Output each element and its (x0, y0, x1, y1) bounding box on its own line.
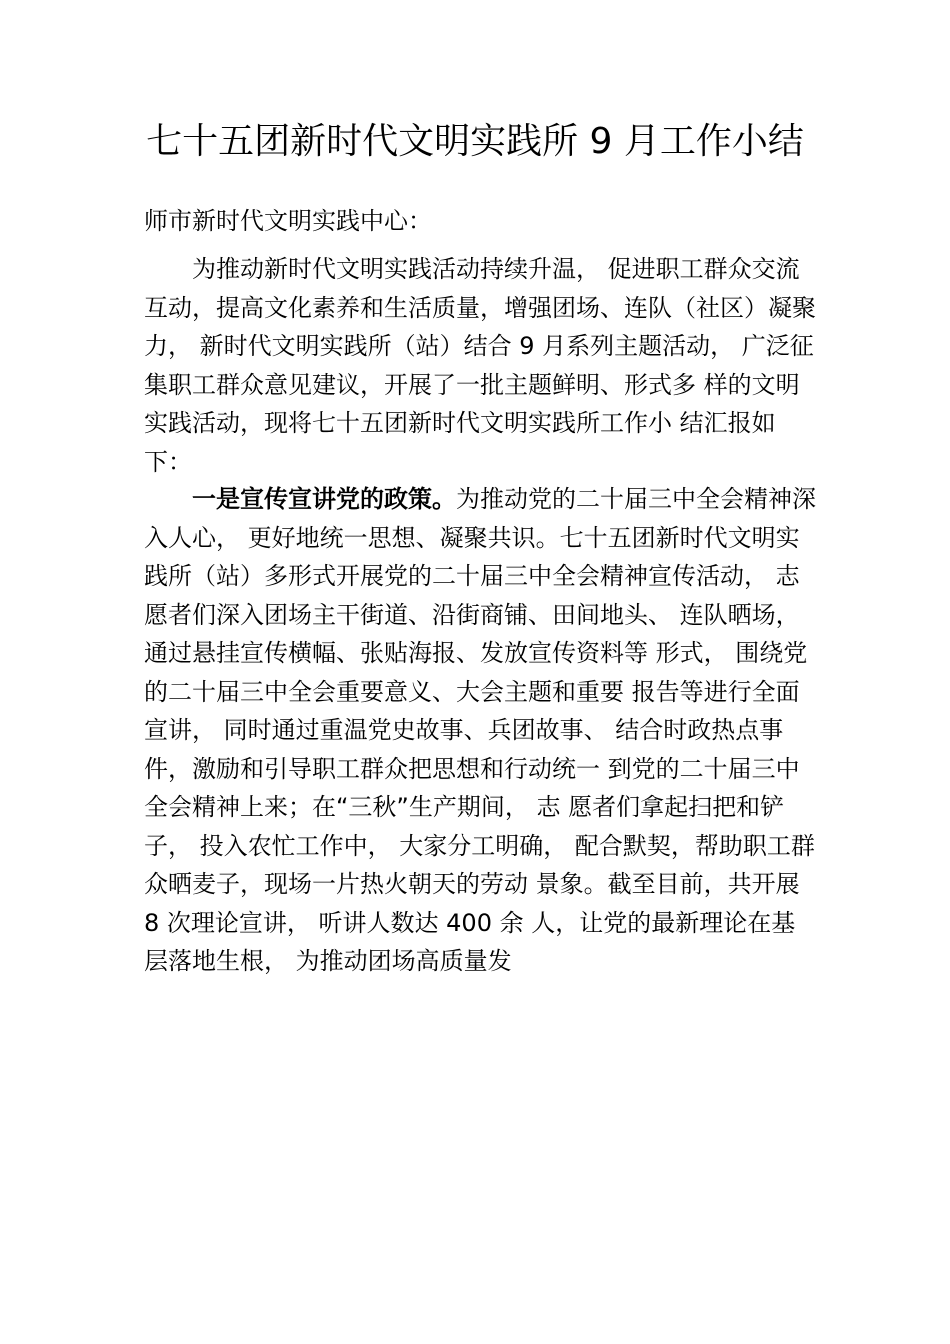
paragraph-intro: 为推动新时代文明实践活动持续升温， 促进职工群众交流互动，提高文化素养和生活质量，增强团场、连队（社区）凝聚力， 新时代文明实践所（站）结合 9 月系列主题活动， 广泛征集职工群众意见建议，开展了一批主题鲜明、形式多 样的文明实践活动，现将七十五团新时代文明实践所工作小 结汇报如下： (144, 255, 816, 476)
salutation: 师市新时代文明实践中心： (144, 207, 432, 235)
document-title: 七十五团新时代文明实践所 9 月工作小结 (146, 121, 804, 162)
section-one-heading: 一是宣传宣讲党的政策。 (192, 485, 456, 513)
paragraph-section-one (144, 480, 816, 981)
section-one-body: 为推动党的二十届三中全会精神深入人心， 更好地统一思想、凝聚共识。七十五团新时代文明实践所（站）多形式开展党的二十届三中全会精神宣传活动， 志愿者们深入团场主干街道、沿街商铺、田间地头、 连队晒场，通过悬挂宣传横幅、张贴海报、发放宣传资料等 形式， 围绕党的二十届三中全会重要意义、大会主题和重要 报告等进行全面宣讲， 同时通过重温党史故事、兵团故事、 结合时政热点事件，激励和引导职工群众把思想和行动统一 到党的二十届三中全会精神上来；在“三秋”生产期间， 志 愿者们拿起扫把和铲子， 投入农忙工作中， 大家分工明确， 配合默契，帮助职工群众晒麦子，现场一片热火朝天的劳动 景象。截至目前，共开展 8 次理论宣讲， 听讲人数达 400 余 人，让党的最新理论在基层落地生根， 为推动团场高质量发 (144, 485, 816, 975)
